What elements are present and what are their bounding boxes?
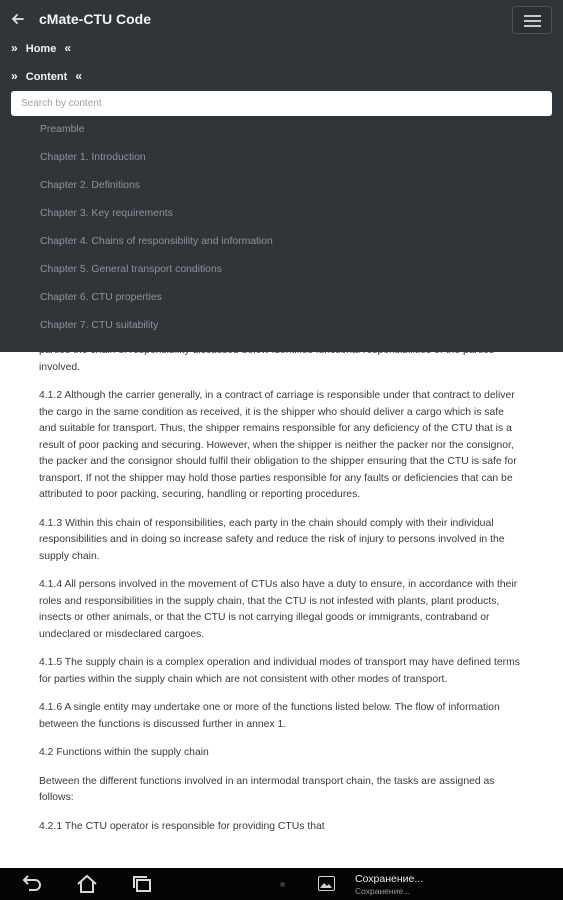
app-title: cMate-CTU Code: [39, 11, 152, 27]
doc-paragraph: 4.2.1 The CTU operator is responsible for providing CTUs that: [39, 820, 325, 832]
breadcrumb-home[interactable]: [11, 40, 71, 56]
doc-paragraph: 4.1.6 A single entity may undertake one or more of the functions listed below. The flow of information between the functions is discussed further in annex 1.: [39, 702, 500, 730]
system-nav-bar: [0, 868, 563, 900]
doc-paragraph: 4.1.5 The supply chain is a complex operation and individual modes of transport may have defined terms for parties within the supply chain which are not consistent with other modes of transport.: [39, 657, 520, 685]
nav-back-button[interactable]: [17, 872, 45, 896]
nav-home-icon: [73, 872, 101, 896]
doc-paragraph: 4.1.2 Although the carrier generally, in a contract of carriage is responsible under that contract to deliver the cargo in the same condition as received, it is the shipper who should deliver a cargo which is safe and suitable for transport. Thus, the shipper remains responsible for any deficiency of the CTU that is a result of poor packing and securing. However, when the shipper is neither the packer nor the consignor, the packer and the consignor should fulfil their obligation to the shipper ensuring that the CTU is safe for transport. If not the shipper may hold those parties responsible for any faults or deficiencies that can be attributed to poor packing, securing, handling or reporting procedures.: [39, 390, 517, 500]
toc-item[interactable]: Preamble: [40, 124, 85, 135]
doc-paragraph: 4.1.3 Within this chain of responsibilities, each party in the chain should comply with their individual responsibilities and in doing so increase safety and reduce the risk of injury to persons involved in the supply chain.: [39, 517, 505, 562]
doc-paragraph: involved.: [39, 361, 81, 373]
double-chevron-left-icon: «: [64, 41, 72, 55]
breadcrumb-home-label: Home: [25, 43, 57, 55]
app-bar: [0, 0, 563, 38]
document-content: [39, 343, 523, 835]
notification-subtitle: Сохранение...: [355, 886, 411, 896]
breadcrumb-content-label: Content: [25, 71, 68, 83]
nav-back-icon: [17, 872, 45, 896]
toc-item[interactable]: Chapter 1. Introduction: [40, 152, 146, 163]
double-chevron-left-icon: «: [75, 69, 83, 83]
toc-item[interactable]: Chapter 6. CTU properties: [40, 292, 162, 303]
doc-paragraph: 4.1.4 All persons involved in the movement of CTUs also have a duty to ensure, in accordance with their roles and responsibilities in the supply chain, that the CTU is not infested with plants, plant products, insects or other animals, or that the CTU is not carrying illegal goods or immigrants, contraband or undeclared or misdeclared cargoes.: [39, 579, 518, 640]
menu-button[interactable]: [512, 6, 552, 34]
image-notification-icon[interactable]: [318, 876, 335, 891]
navigation-panel: [0, 0, 563, 352]
toc-item[interactable]: Chapter 5. General transport conditions: [40, 264, 222, 275]
nav-recents-icon: [128, 872, 156, 896]
doc-section-heading: 4.2 Functions within the supply chain: [39, 747, 209, 758]
search-input[interactable]: [11, 91, 552, 116]
notification-title: Сохранение...: [355, 873, 424, 885]
toc-item[interactable]: Chapter 7. CTU suitability: [40, 320, 159, 331]
doc-paragraph: Between the different functions involved in an intermodal transport chain, the tasks are assigned as follows:: [39, 775, 495, 803]
nav-recents-button[interactable]: [128, 872, 156, 896]
double-chevron-right-icon: »: [11, 69, 18, 83]
back-button[interactable]: [8, 9, 28, 29]
arrow-left-icon: [8, 9, 28, 29]
nav-home-button[interactable]: [73, 872, 101, 896]
nav-indicator-dot: [280, 882, 285, 887]
toc-item[interactable]: Chapter 2. Definitions: [40, 180, 140, 191]
toc-item[interactable]: Chapter 4. Chains of responsibility and information: [40, 236, 273, 247]
toc-item[interactable]: Chapter 3. Key requirements: [40, 208, 173, 219]
breadcrumb-content[interactable]: [11, 68, 82, 84]
double-chevron-right-icon: »: [11, 41, 18, 55]
